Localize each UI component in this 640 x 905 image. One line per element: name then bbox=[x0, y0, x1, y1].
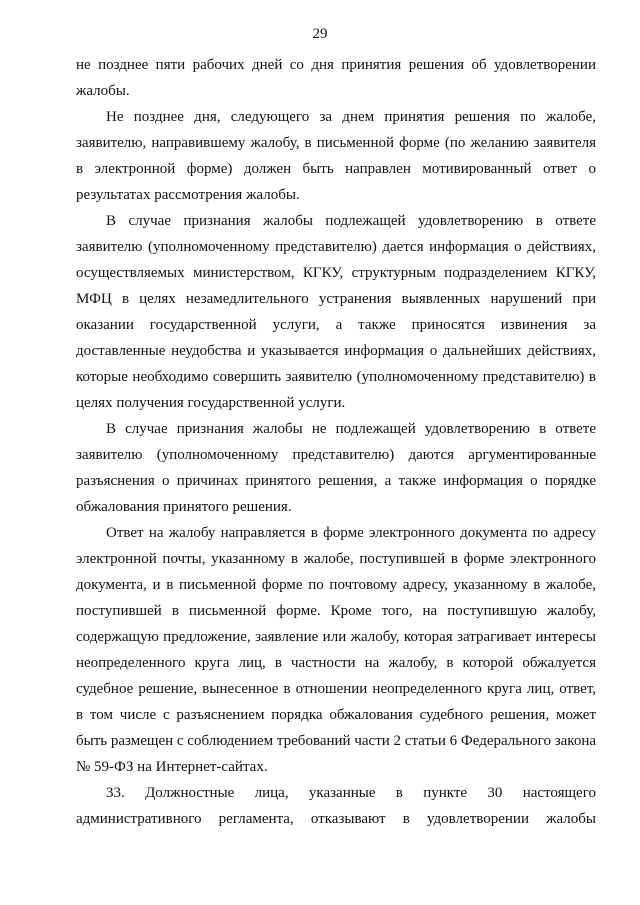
paragraph-complaint-satisfied: В случае признания жалобы подлежащей удовлетворению в ответе заявителю (уполномоченному представителю) дается информация о действиях, осуществляемых министерством, КГКУ, структурным подразделением КГКУ, МФЦ в целях незамедлительного устранения выявленных нарушений при оказании государственной услуги, а также приносятся извинения за доставленные неудобства и указывается информация о дальнейших действиях, которые необходимо совершить заявителю (уполномоченному представителю) в целях получения государственной услуги. bbox=[76, 213, 596, 411]
paragraph-complaint-rejected: В случае признания жалобы не подлежащей удовлетворению в ответе заявителю (уполномоченному представителю) даются аргументированные разъяснения о причинах принятого решения, а также информация о порядке обжалования принятого решения. bbox=[76, 421, 596, 515]
page-number: 29 bbox=[312, 26, 328, 42]
paragraph-reply-deadline: Не позднее дня, следующего за днем принятия решения по жалобе, заявителю, направившему жалобу, в письменной форме (по желанию заявителя в электронной форме) должен быть направлен мотивированный ответ о результатах рассмотрения жалобы. bbox=[76, 109, 596, 203]
paragraph-item-33: 33. Должностные лица, указанные в пункте 30 настоящего административного регламента, отказывают в удовлетворении жалобы bbox=[76, 785, 596, 827]
paragraph-reply-delivery: Ответ на жалобу направляется в форме электронного документа по адресу электронной почты, указанному в жалобе, поступившей в форме электронного документа, и в письменной форме по почтовому адресу, указанному в жалобе, поступившей в письменной форме. Кроме того, на поступившую жалобу, содержащую предложение, заявление или жалобу, которая затрагивает интересы неопределенного круга лиц, в частности на жалобу, в которой обжалуется судебное решение, вынесенное в отношении неопределенного круга лиц, ответ, в том числе с разъяснением порядка обжалования судебного решения, может быть размещен с соблюдением требований части 2 статьи 6 Федерального закона № 59-ФЗ на Интернет-сайтах. bbox=[76, 525, 596, 775]
paragraph-continuation: не позднее пяти рабочих дней со дня принятия решения об удовлетворении жалобы. bbox=[76, 57, 596, 99]
document-body bbox=[76, 52, 596, 832]
